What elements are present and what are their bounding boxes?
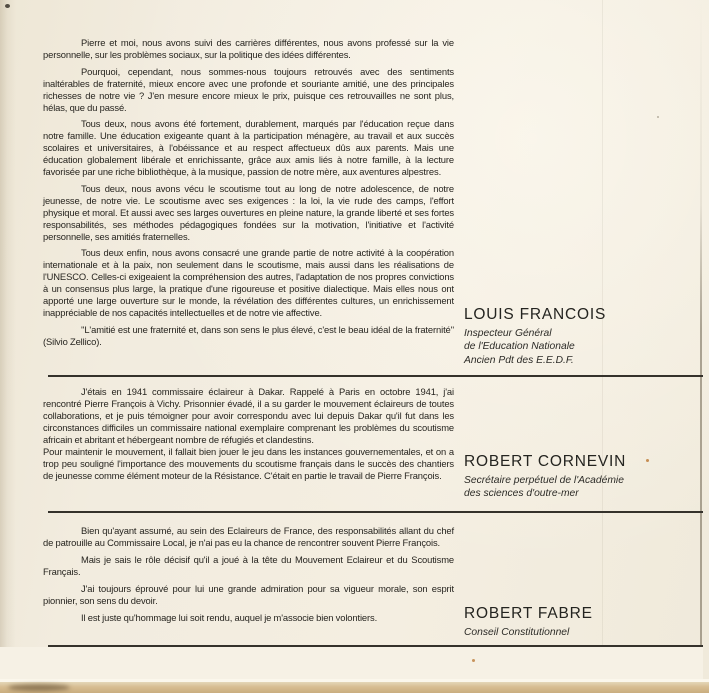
author-titles bbox=[464, 327, 706, 367]
paragraph: Il est juste qu'hommage lui soit rendu, auquel je m'associe bien volontiers. bbox=[81, 612, 378, 623]
author-name: ROBERT CORNEVIN bbox=[464, 453, 627, 470]
bottom-smudge bbox=[8, 684, 70, 691]
dust-speck bbox=[5, 4, 10, 8]
paragraph: Tous deux enfin, nous avons consacré une grande partie de notre activité à la coopération internationale et à la paix, non seulement dans le scoutisme, mais aussi dans les réalisations de l'UNESCO. Celles-ci exigeaient la compréhension des autres, l'adaptation de nos propres convictions à un consensus plus large, la pratique d'une rigoureuse et positive dialectique. Mais elles nous ont apporté une large ouverture sur le monde, la révélation des différentes cultures, un enrichissement inappréciable de nos capacités intellectuelles et de notre vie affective. bbox=[43, 247, 454, 318]
paragraph: Mais je sais le rôle décisif qu'il a joué à la tête du Mouvement Eclaireur et du Scoutisme Français. bbox=[43, 554, 454, 577]
paragraph: Pierre et moi, nous avons suivi des carrières différentes, nous avons professé sur la vie personnelle, sur les problèmes sociaux, sur la politique des idées différentes. bbox=[43, 37, 454, 60]
author-title: Ancien Pdt des E.E.D.F. bbox=[464, 354, 574, 366]
page-bottom-edge bbox=[0, 682, 709, 693]
paragraph: Pour maintenir le mouvement, il fallait bien jouer le jeu dans les instances gouvernementales, et on a trop peu souligné l'importance des mouvements du scoutisme français dans le succès des chantiers de jeunesse comme élément moteur de la Résistance. C'était en partie le travail de Pierre François. bbox=[43, 446, 454, 481]
author-name: ROBERT FABRE bbox=[464, 605, 593, 622]
author-block-fabre bbox=[464, 605, 706, 639]
author-title: Secrétaire perpétuel de l'Académie bbox=[464, 475, 624, 486]
section-divider bbox=[48, 375, 703, 377]
paragraph: Bien qu'ayant assumé, au sein des Eclaireurs de France, des responsabilités allant du chef de patrouille au Commissaire Local, je n'ai pas eu la chance de rencontrer souvent Pierre François. bbox=[43, 525, 454, 548]
author-title: de l'Education Nationale bbox=[464, 341, 575, 353]
paragraph: Pourquoi, cependant, nous sommes-nous toujours retrouvés avec des sentiments inaltérables de fraternité, mieux encore avec une profonde et souriante amitié, une des principales richesses de notre vie ? J'en mesure encore mieux le prix, puisque ces retrouvailles ne sont plus, hélas, que du passé. bbox=[43, 65, 454, 113]
paragraph: Tous deux, nous avons vécu le scoutisme tout au long de notre adolescence, de notre jeunesse, de notre vie. Le scoutisme avec ses exigences : la loi, la vie rude des camps, l'effort physique et moral. Et aussi avec ses larges ouvertures en pleine nature, la grande liberté et ses fortes responsabilités, ses méthodes pédagogiques fondées sur la motivation, l'initiative et l'activité personnelle, ses amitiés fraternelles. bbox=[43, 182, 454, 242]
author-block-cornevin bbox=[464, 453, 706, 501]
author-title: des sciences d'outre-mer bbox=[464, 488, 579, 500]
section-francois-text bbox=[43, 37, 454, 348]
author-titles bbox=[464, 626, 706, 639]
author-name: LOUIS FRANCOIS bbox=[464, 306, 607, 323]
author-titles bbox=[464, 474, 706, 501]
author-title: Conseil Constitutionnel bbox=[464, 627, 570, 638]
page-left-edge bbox=[0, 0, 16, 693]
paragraph: J'étais en 1941 commissaire éclaireur à Dakar. Rappelé à Paris en octobre 1941, j'ai rencontré Pierre François à Vichy. Prisonnier évadé, il a su garder le mouvement éclaireurs de toutes collaborations, et je puis témoigner pour avoir correspondu avec lui depuis Dakar qu'il fut dans les circonstances difficiles un commissaire national exemplaire comprenant les problèmes du scoutisme africain et abritant et hébergeant nombre de réfugiés et clandestins. bbox=[43, 386, 454, 445]
quote-paragraph: ''L'amitié est une fraternité et, dans son sens le plus élevé, c'est le beau idéal de la fraternité'' (Silvio Zellico). bbox=[43, 323, 454, 347]
dust-speck bbox=[472, 659, 475, 662]
section-divider bbox=[48, 645, 703, 647]
section-fabre-text bbox=[43, 525, 454, 624]
paragraph: J'ai toujours éprouvé pour lui une grande admiration pour sa vigueur morale, son esprit pionnier, son sens du devoir. bbox=[43, 583, 454, 606]
author-block-francois bbox=[464, 306, 706, 367]
dust-speck bbox=[657, 116, 659, 118]
section-divider bbox=[48, 511, 703, 513]
section-cornevin-text bbox=[43, 386, 454, 482]
author-title: Inspecteur Général bbox=[464, 328, 552, 339]
paragraph: Tous deux, nous avons été fortement, durablement, marqués par l'éducation reçue dans notre famille. Une éducation exigeante quant à la participation ménagère, au travail et aux succès scolaires et universitaires, à l'obéissance et au respect affectueux dûs aux parents. Mais une éducation globalement libérale et enrichissante, grâce aux amis liés à notre famille, à la lecture favorisée par une riche bibliothèque, à la musique, passion de notre mère, aux aventures alpestres. bbox=[43, 118, 454, 177]
page-lower-margin bbox=[0, 647, 703, 681]
